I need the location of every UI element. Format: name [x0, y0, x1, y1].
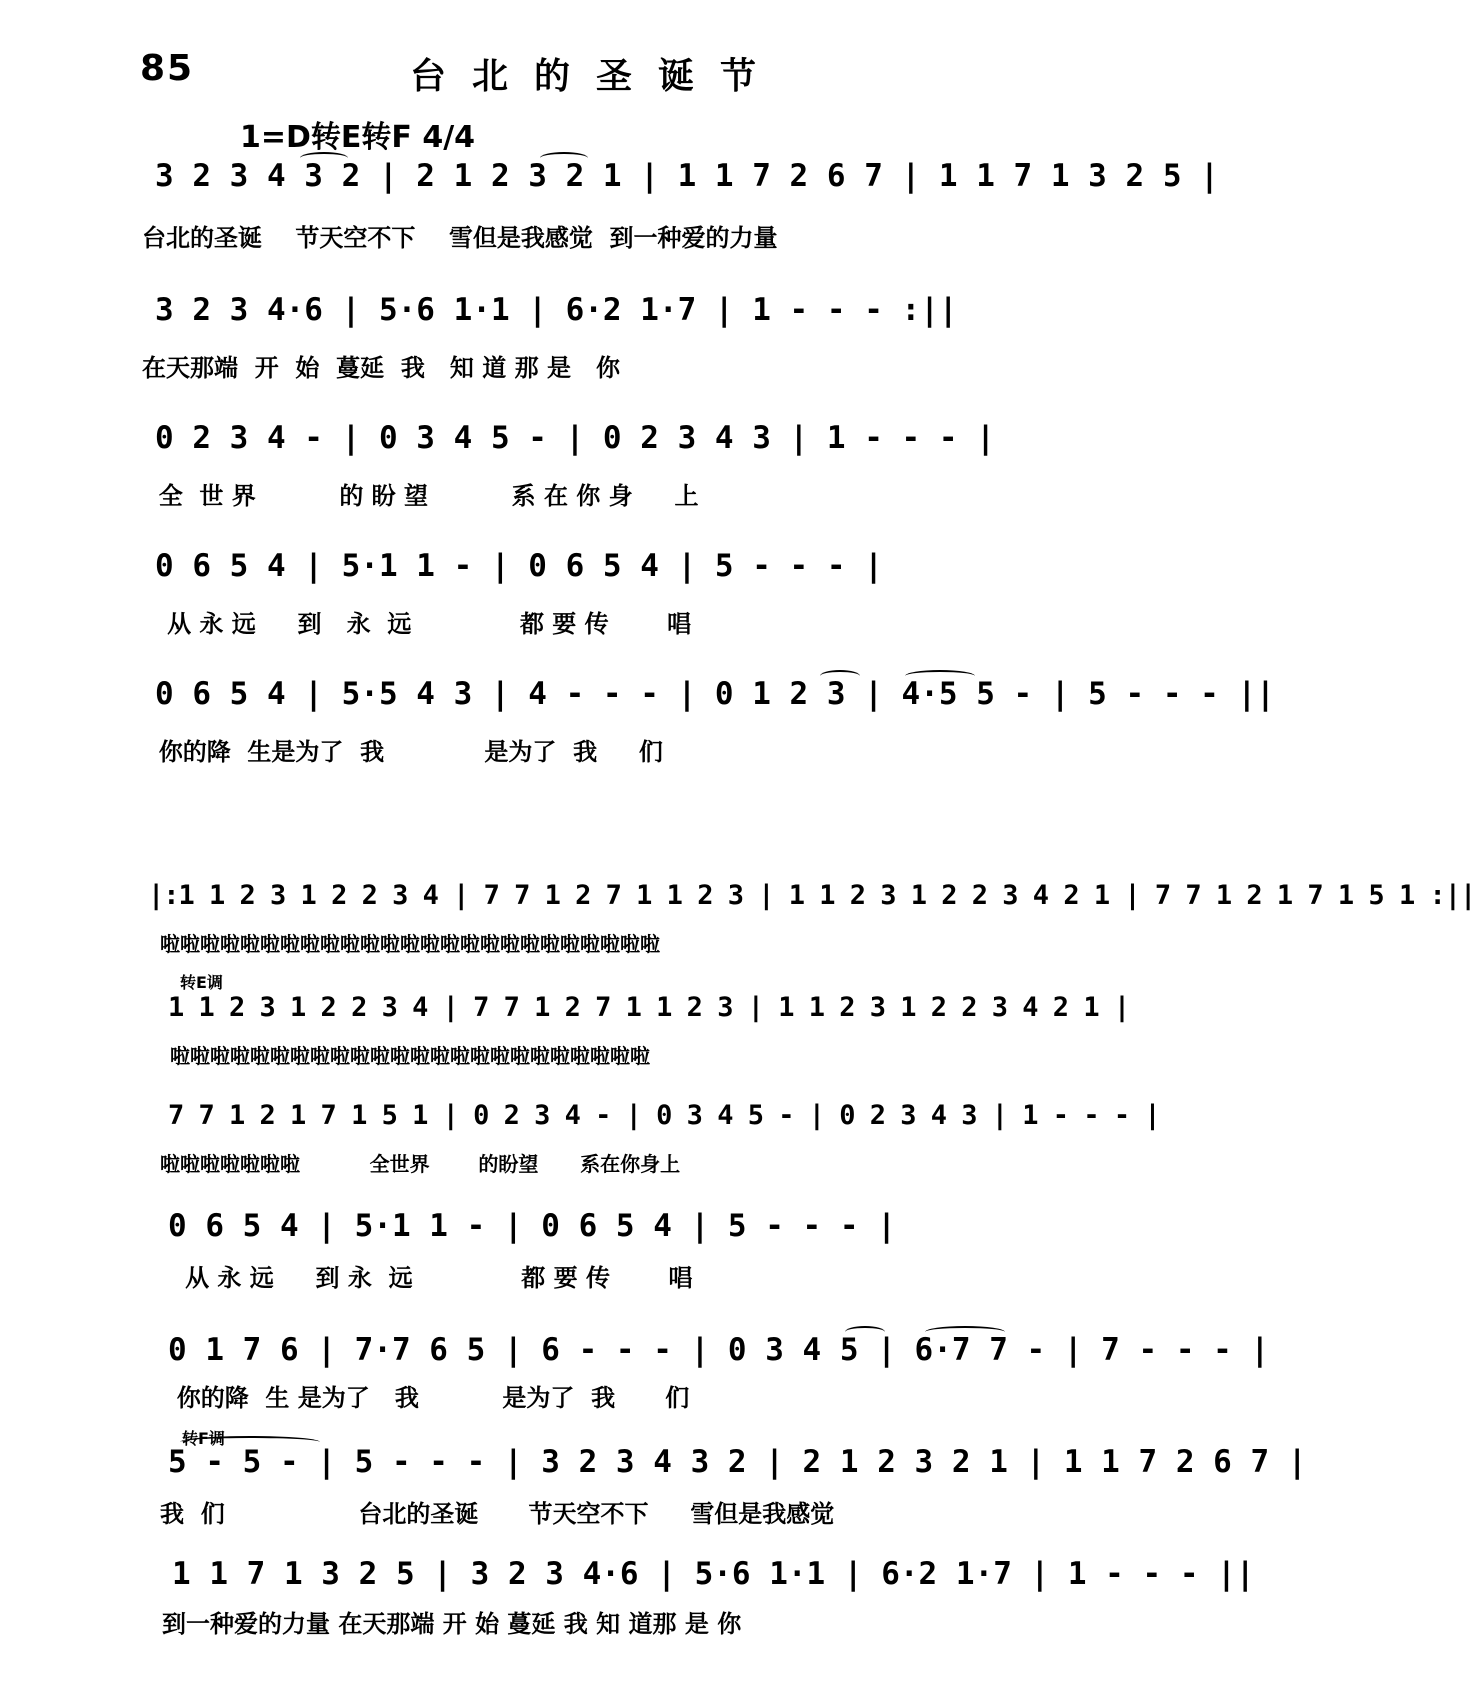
lyrics-line-10: 你的降 生 是为了 我 是为了 我 们: [160, 1384, 690, 1412]
notation-line-5: 0 6 5 4 | 5·5 4 3 | 4 - - - | 0 1 2 3 | 4·5 5 - | 5 - - - ||: [155, 676, 1275, 712]
notation-line-9: 0 6 5 4 | 5·1 1 - | 0 6 5 4 | 5 - - - |: [168, 1208, 896, 1244]
tie-mark: [905, 670, 975, 682]
tie-mark: [820, 670, 860, 682]
notation-line-8: 7 7 1 2 1 7 1 5 1 | 0 2 3 4 - | 0 3 4 5 - | 0 2 3 4 3 | 1 - - - |: [168, 1100, 1160, 1131]
lyrics-line-8: 啦啦啦啦啦啦啦 全世界 的盼望 系在你身上: [160, 1152, 681, 1176]
notation-line-10: 0 1 7 6 | 7·7 6 5 | 6 - - - | 0 3 4 5 | 6·7 7 - | 7 - - - |: [168, 1332, 1270, 1368]
page-number: 85: [140, 48, 195, 89]
notation-line-1: 3 2 3 4 3 2 | 2 1 2 3 2 1 | 1 1 7 2 6 7 | 1 1 7 1 3 2 5 |: [155, 158, 1219, 194]
lyrics-line-7: 啦啦啦啦啦啦啦啦啦啦啦啦啦啦啦啦啦啦啦啦啦啦啦啦: [170, 1044, 650, 1068]
key-signature: 1=D转E转F 4/4: [240, 120, 476, 155]
tie-mark: [925, 1326, 1005, 1338]
notation-line-11: 5 - 5 - | 5 - - - | 3 2 3 4 3 2 | 2 1 2 3 2 1 | 1 1 7 2 6 7 |: [168, 1444, 1307, 1480]
lyrics-line-11: 我 们 台北的圣诞 节天空不下 雪但是我感觉: [160, 1500, 835, 1528]
tie-mark: [300, 152, 348, 164]
modulation-mark-f: 转F调: [182, 1429, 225, 1448]
tie-mark: [540, 152, 588, 164]
notation-line-12: 1 1 7 1 3 2 5 | 3 2 3 4·6 | 5·6 1·1 | 6·2 1·7 | 1 - - - ||: [172, 1556, 1255, 1592]
song-title: 台北的圣诞节: [410, 56, 783, 97]
tie-mark: [180, 1436, 320, 1448]
lyrics-line-3: 全 世 界 的 盼 望 系 在 你 身 上: [142, 482, 699, 510]
notation-line-2: 3 2 3 4·6 | 5·6 1·1 | 6·2 1·7 | 1 - - - :||: [155, 292, 958, 328]
lyrics-line-4: 从 永 远 到 永 远 都 要 传 唱: [142, 610, 692, 638]
lyrics-line-12: 到一种爱的力量 在天那端 开 始 蔓延 我 知 道那 是 你: [162, 1610, 742, 1638]
modulation-mark-e: 转E调: [180, 973, 223, 992]
lyrics-line-9: 从 永 远 到 永 远 都 要 传 唱: [160, 1264, 693, 1292]
notation-line-6: |:1 1 2 3 1 2 2 3 4 | 7 7 1 2 7 1 1 2 3 | 1 1 2 3 1 2 2 3 4 2 1 | 7 7 1 2 1 7 1 5 1 :||: [148, 880, 1475, 911]
tie-mark: [845, 1326, 885, 1338]
notation-line-3: 0 2 3 4 - | 0 3 4 5 - | 0 2 3 4 3 | 1 - - - |: [155, 420, 995, 456]
notation-line-7: 1 1 2 3 1 2 2 3 4 | 7 7 1 2 7 1 1 2 3 | 1 1 2 3 1 2 2 3 4 2 1 |: [168, 992, 1130, 1023]
notation-line-4: 0 6 5 4 | 5·1 1 - | 0 6 5 4 | 5 - - - |: [155, 548, 883, 584]
lyrics-line-1: 台北的圣诞 节天空不下 雪但是我感觉 到一种爱的力量: [142, 224, 778, 252]
lyrics-line-6: 啦啦啦啦啦啦啦啦啦啦啦啦啦啦啦啦啦啦啦啦啦啦啦啦啦: [160, 932, 660, 956]
lyrics-line-5: 你的降 生是为了 我 是为了 我 们: [142, 738, 663, 766]
lyrics-line-2: 在天那端 开 始 蔓延 我 知 道 那 是 你: [142, 354, 621, 382]
